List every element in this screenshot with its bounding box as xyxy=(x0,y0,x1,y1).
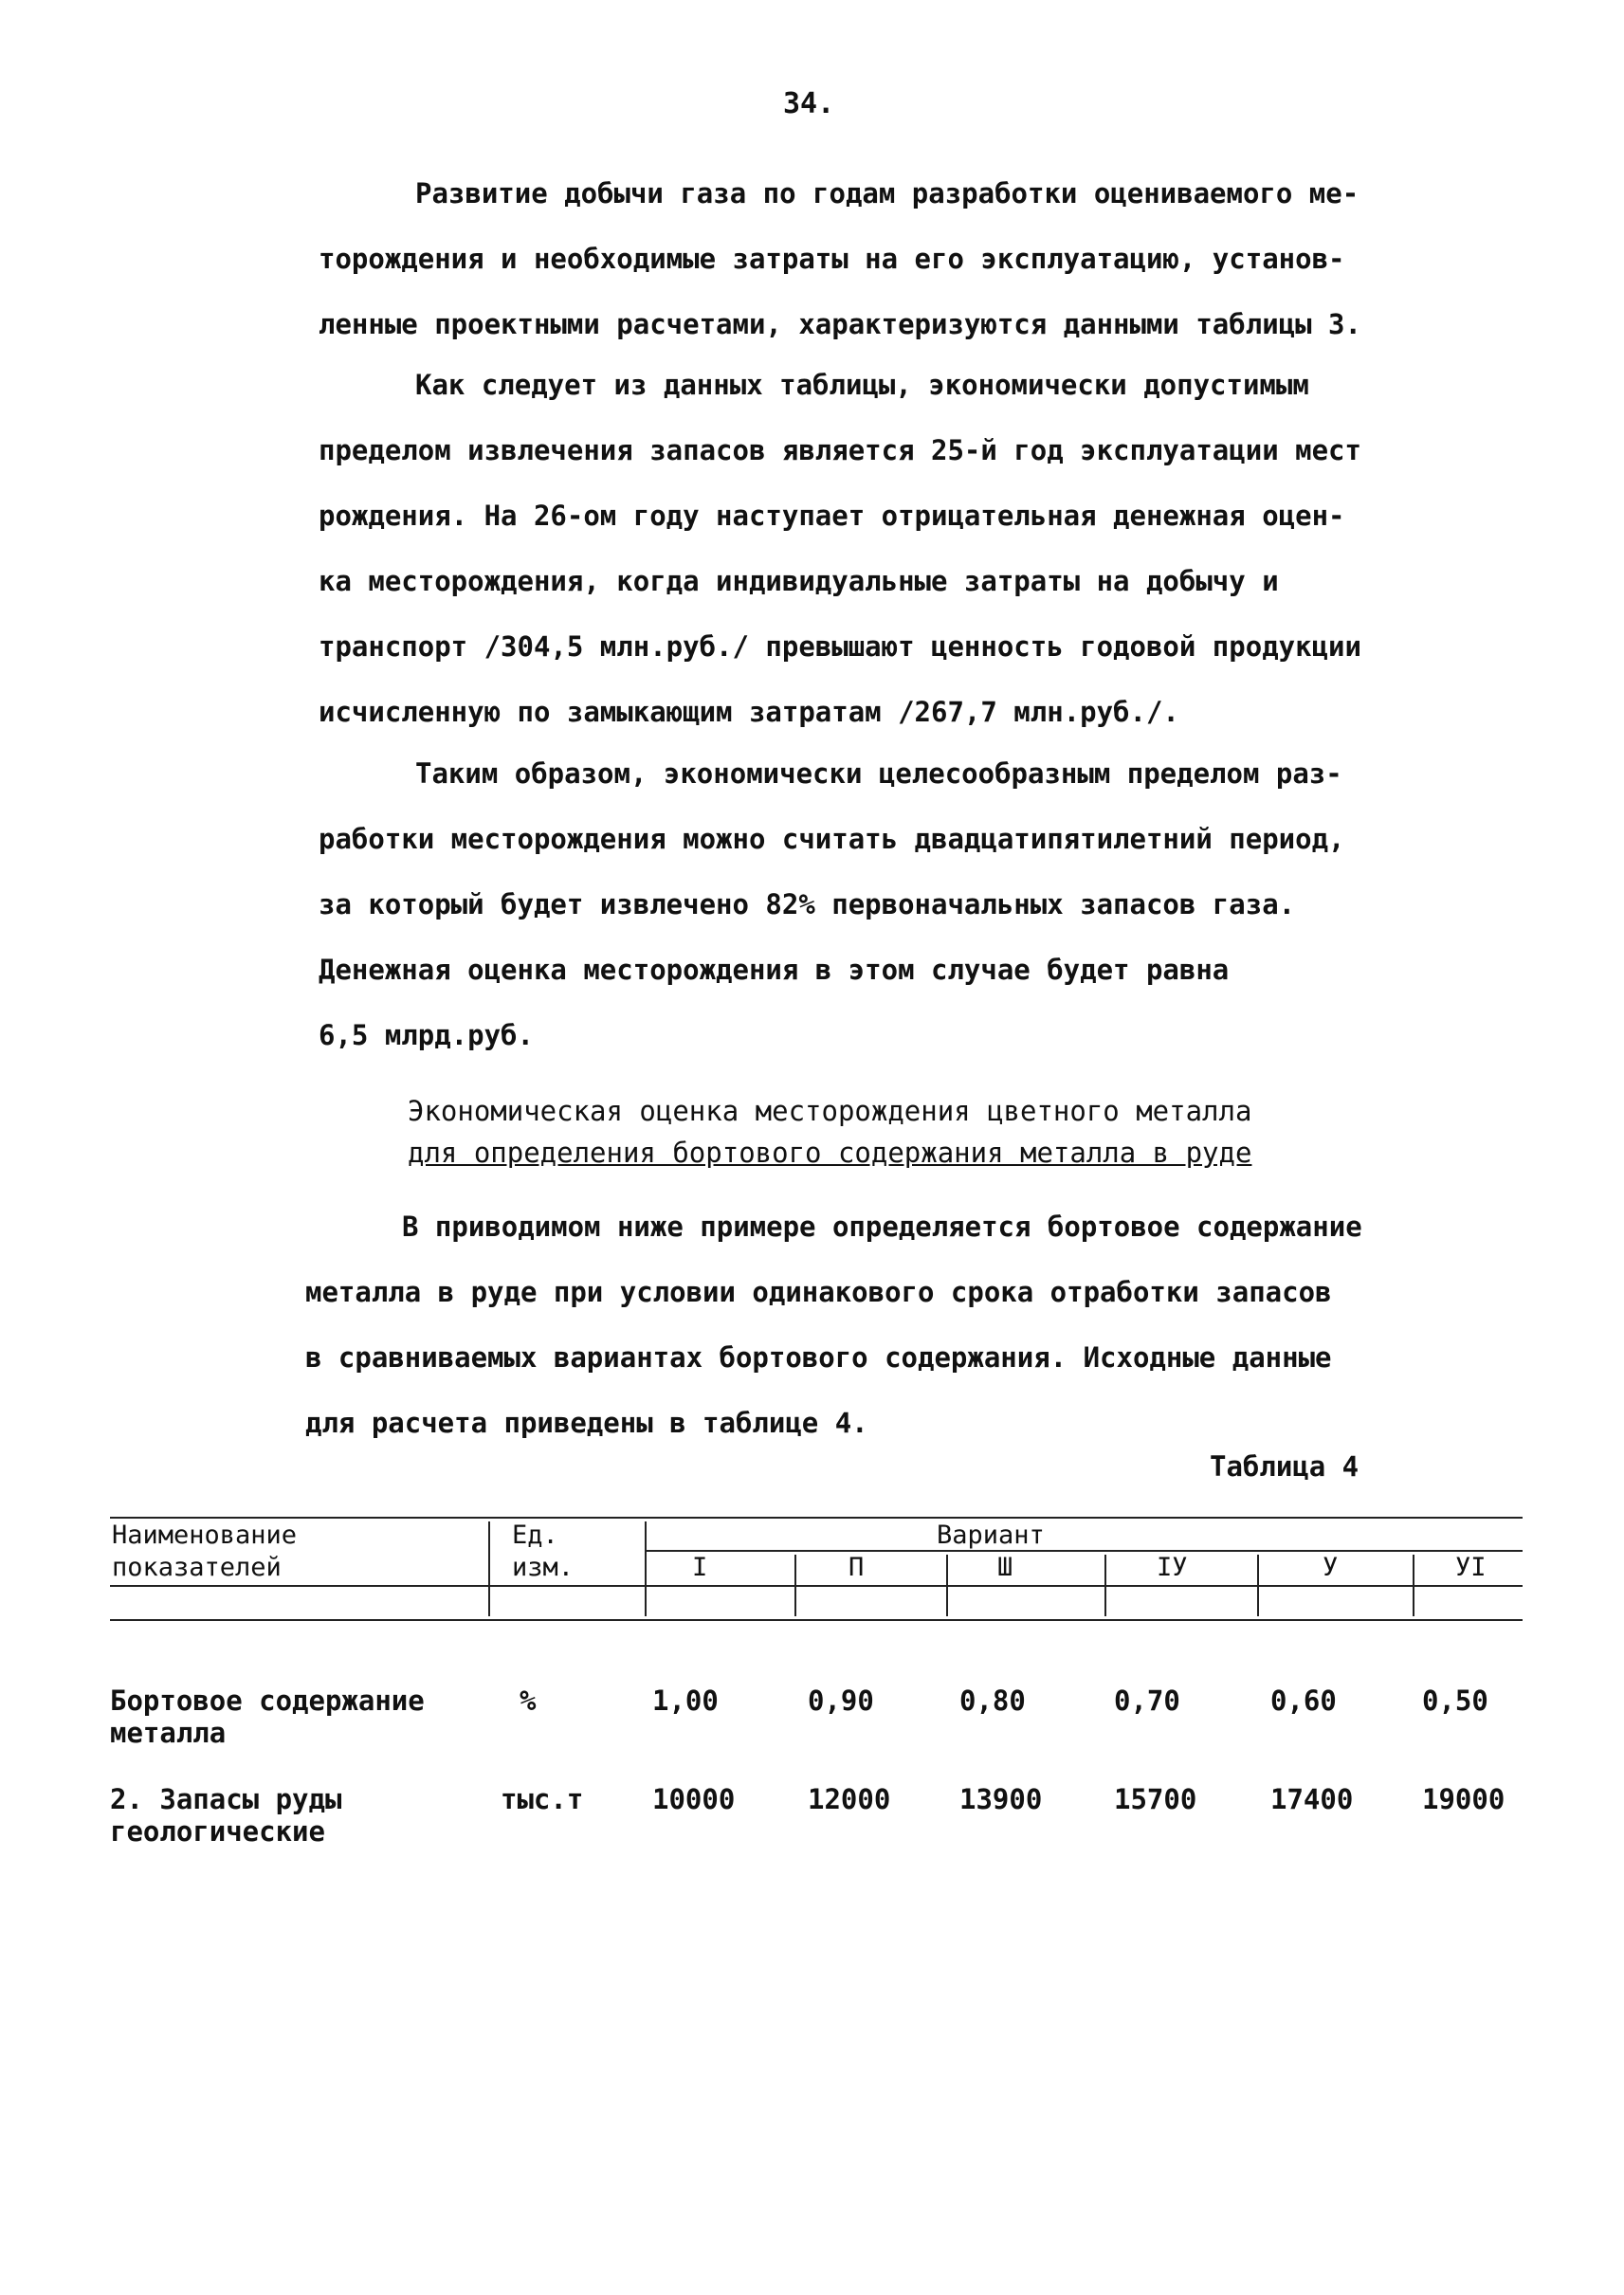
variant-group-rule xyxy=(647,1550,1523,1552)
page-number: 34. xyxy=(783,87,835,120)
column-divider xyxy=(794,1555,796,1616)
text-line: для расчета приведены в таблице 4. xyxy=(305,1407,868,1439)
table-header-bottom-rule xyxy=(110,1619,1523,1621)
table-caption: Таблица 4 xyxy=(1210,1450,1359,1483)
text-line: Таким образом, экономически целесообразным пределом раз- xyxy=(415,757,1342,790)
header-unit: Ед. xyxy=(512,1521,558,1550)
text-line: пределом извлечения запасов является 25-й год эксплуатации мест xyxy=(319,434,1361,466)
header-variant: П xyxy=(848,1553,865,1582)
row-value: 19000 xyxy=(1422,1783,1505,1815)
column-divider xyxy=(1257,1555,1259,1616)
text-line: ка месторождения, когда индивидуальные затраты на добычу и xyxy=(319,565,1279,597)
text-line: исчисленную по замыкающим затратам /267,7 млн.руб./. xyxy=(319,696,1179,728)
paragraph-economic-limit xyxy=(319,353,1532,745)
row-unit: % xyxy=(520,1685,537,1717)
column-divider xyxy=(488,1521,490,1616)
text-line: торождения и необходимые затраты на его эксплуатацию, установ- xyxy=(319,243,1345,275)
header-variant-group: Вариант xyxy=(937,1521,1045,1550)
row-value: 1,00 xyxy=(652,1685,719,1717)
header-indicator-name: Наименование xyxy=(112,1521,298,1550)
header-indicator-name: показателей xyxy=(112,1553,282,1582)
header-variant: Ш xyxy=(997,1553,1013,1582)
text-line: рождения. На 26-ом году наступает отрицательная денежная оцен- xyxy=(319,500,1345,532)
row-name: Бортовое содержание xyxy=(110,1685,425,1717)
row-value: 0,80 xyxy=(959,1685,1026,1717)
text-line: в сравниваемых вариантах бортового содержания. Исходные данные xyxy=(305,1341,1332,1374)
column-divider xyxy=(1104,1555,1106,1616)
paragraph-example-intro xyxy=(305,1194,1519,1456)
text-line: В приводимом ниже примере определяется бортовое содержание xyxy=(402,1211,1362,1243)
table-top-rule xyxy=(110,1517,1523,1519)
row-name: геологические xyxy=(110,1815,325,1848)
paragraph-conclusion xyxy=(319,741,1532,1068)
row-value: 12000 xyxy=(808,1783,891,1815)
header-variant: У xyxy=(1323,1553,1339,1582)
section-heading-line1: Экономическая оценка месторождения цветного металла xyxy=(408,1095,1252,1127)
text-line: за который будет извлечено 82% первоначальных запасов газа. xyxy=(319,888,1296,920)
row-value: 0,60 xyxy=(1270,1685,1337,1717)
row-value: 0,50 xyxy=(1422,1685,1488,1717)
text-line: Развитие добычи газа по годам разработки оцениваемого ме- xyxy=(415,177,1359,209)
header-unit: изм. xyxy=(512,1553,575,1582)
row-value: 0,90 xyxy=(808,1685,874,1717)
text-line: транспорт /304,5 млн.руб./ превышают ценность годовой продукции xyxy=(319,630,1361,663)
text-line: Денежная оценка месторождения в этом случае будет равна xyxy=(319,954,1230,986)
row-name: металла xyxy=(110,1717,227,1749)
header-variant: IУ xyxy=(1157,1553,1188,1582)
row-unit: тыс.т xyxy=(501,1783,584,1815)
row-value: 10000 xyxy=(652,1783,736,1815)
row-value: 17400 xyxy=(1270,1783,1354,1815)
text-line: ленные проектными расчетами, характеризуются данными таблицы 3. xyxy=(319,308,1361,340)
row-value: 0,70 xyxy=(1114,1685,1180,1717)
section-heading-line2: для определения бортового содержания металла в руде xyxy=(408,1137,1252,1169)
text-line: работки месторождения можно считать двадцатипятилетний период, xyxy=(319,823,1345,855)
column-divider xyxy=(1413,1555,1414,1616)
header-variant: УI xyxy=(1455,1553,1487,1582)
text-line: 6,5 млрд.руб. xyxy=(319,1019,534,1051)
text-line: металла в руде при условии одинакового срока отработки запасов xyxy=(305,1276,1332,1308)
column-divider xyxy=(645,1521,647,1616)
table-header-rule xyxy=(110,1585,1523,1587)
row-value: 15700 xyxy=(1114,1783,1197,1815)
column-divider xyxy=(946,1555,948,1616)
row-name: 2. Запасы руды xyxy=(110,1783,342,1815)
paragraph-gas-production xyxy=(319,161,1532,357)
text-line: Как следует из данных таблицы, экономически допустимым xyxy=(415,369,1309,401)
header-variant: I xyxy=(692,1553,708,1582)
section-heading xyxy=(408,1090,1251,1174)
row-value: 13900 xyxy=(959,1783,1043,1815)
